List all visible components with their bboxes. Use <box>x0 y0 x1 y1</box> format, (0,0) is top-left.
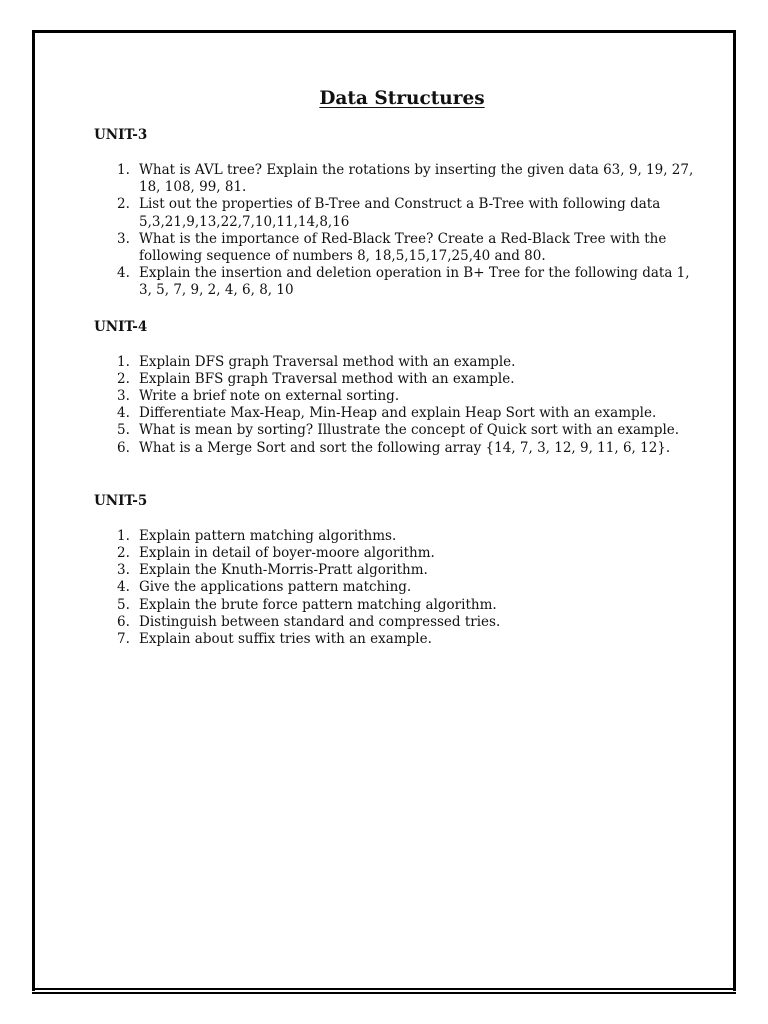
list-item <box>94 196 694 230</box>
list-number: 6. <box>117 439 130 456</box>
list-number: 1. <box>117 527 130 544</box>
list-item <box>94 405 694 422</box>
list-number: 2. <box>117 370 130 387</box>
unit-5-heading: UNIT-5 <box>94 492 148 509</box>
question-text: Explain the Knuth-Morris-Pratt algorithm. <box>139 562 428 579</box>
list-item <box>94 354 694 371</box>
unit-5-question-list <box>94 528 694 648</box>
list-number: 6. <box>117 613 130 630</box>
unit-3-heading: UNIT-3 <box>94 127 148 143</box>
list-item <box>94 422 694 439</box>
list-number: 2. <box>117 545 130 562</box>
question-text: Explain DFS graph Traversal method with an example. <box>139 353 516 370</box>
question-text: List out the properties of B-Tree and Construct a B-Tree with following data 5,3,21,9,13,22,7,10,11,14,8,16 <box>139 196 661 230</box>
question-text: What is mean by sorting? Illustrate the concept of Quick sort with an example. <box>139 422 680 439</box>
list-number: 5. <box>117 596 130 613</box>
list-number: 4. <box>117 265 130 282</box>
list-number: 1. <box>117 353 130 370</box>
list-item <box>94 545 694 562</box>
list-number: 3. <box>117 562 130 579</box>
list-number: 1. <box>117 162 130 178</box>
list-number: 4. <box>117 405 130 422</box>
list-item <box>94 597 694 614</box>
list-item <box>94 388 694 405</box>
question-text: What is a Merge Sort and sort the following array {14, 7, 3, 12, 9, 11, 6, 12}. <box>139 439 671 456</box>
list-item <box>94 162 694 196</box>
question-text: Differentiate Max-Heap, Min-Heap and explain Heap Sort with an example. <box>139 405 657 422</box>
list-item <box>94 265 694 299</box>
unit-4-question-list <box>94 354 694 457</box>
page-border-bottom <box>32 988 736 994</box>
unit-3-question-list <box>94 162 694 300</box>
unit-4-heading: UNIT-4 <box>94 318 148 335</box>
list-item <box>94 562 694 579</box>
list-item <box>94 631 694 648</box>
question-text: Explain about suffix tries with an example. <box>139 631 432 648</box>
list-item <box>94 440 694 457</box>
document-title: Data Structures <box>319 88 485 109</box>
list-item <box>94 371 694 388</box>
list-number: 7. <box>117 631 130 648</box>
list-number: 4. <box>117 579 130 596</box>
question-text: Write a brief note on external sorting. <box>139 388 400 405</box>
list-item <box>94 614 694 631</box>
list-item <box>94 579 694 596</box>
document-content <box>94 86 694 648</box>
question-text: Explain BFS graph Traversal method with an example. <box>139 370 515 387</box>
question-text: Distinguish between standard and compressed tries. <box>139 613 501 630</box>
question-text: What is AVL tree? Explain the rotations by inserting the given data 63, 9, 19, 27, 18, 108, 99, 81. <box>139 162 694 196</box>
question-text: Give the applications pattern matching. <box>139 579 412 596</box>
list-number: 3. <box>117 230 130 247</box>
question-text: Explain the insertion and deletion operation in B+ Tree for the following data 1, 3, 5, 7, 9, 2, 4, 6, 8, 10 <box>139 265 690 299</box>
question-text: Explain pattern matching algorithms. <box>139 527 397 544</box>
list-item <box>94 231 694 265</box>
list-item <box>94 528 694 545</box>
list-number: 2. <box>117 196 130 213</box>
question-text: Explain in detail of boyer-moore algorithm. <box>139 545 435 562</box>
list-number: 3. <box>117 388 130 405</box>
question-text: Explain the brute force pattern matching algorithm. <box>139 596 497 613</box>
question-text: What is the importance of Red-Black Tree? Create a Red-Black Tree with the following sequence of numbers 8, 18,5,15,17,25,40 and 80. <box>139 230 667 265</box>
list-number: 5. <box>117 422 130 439</box>
